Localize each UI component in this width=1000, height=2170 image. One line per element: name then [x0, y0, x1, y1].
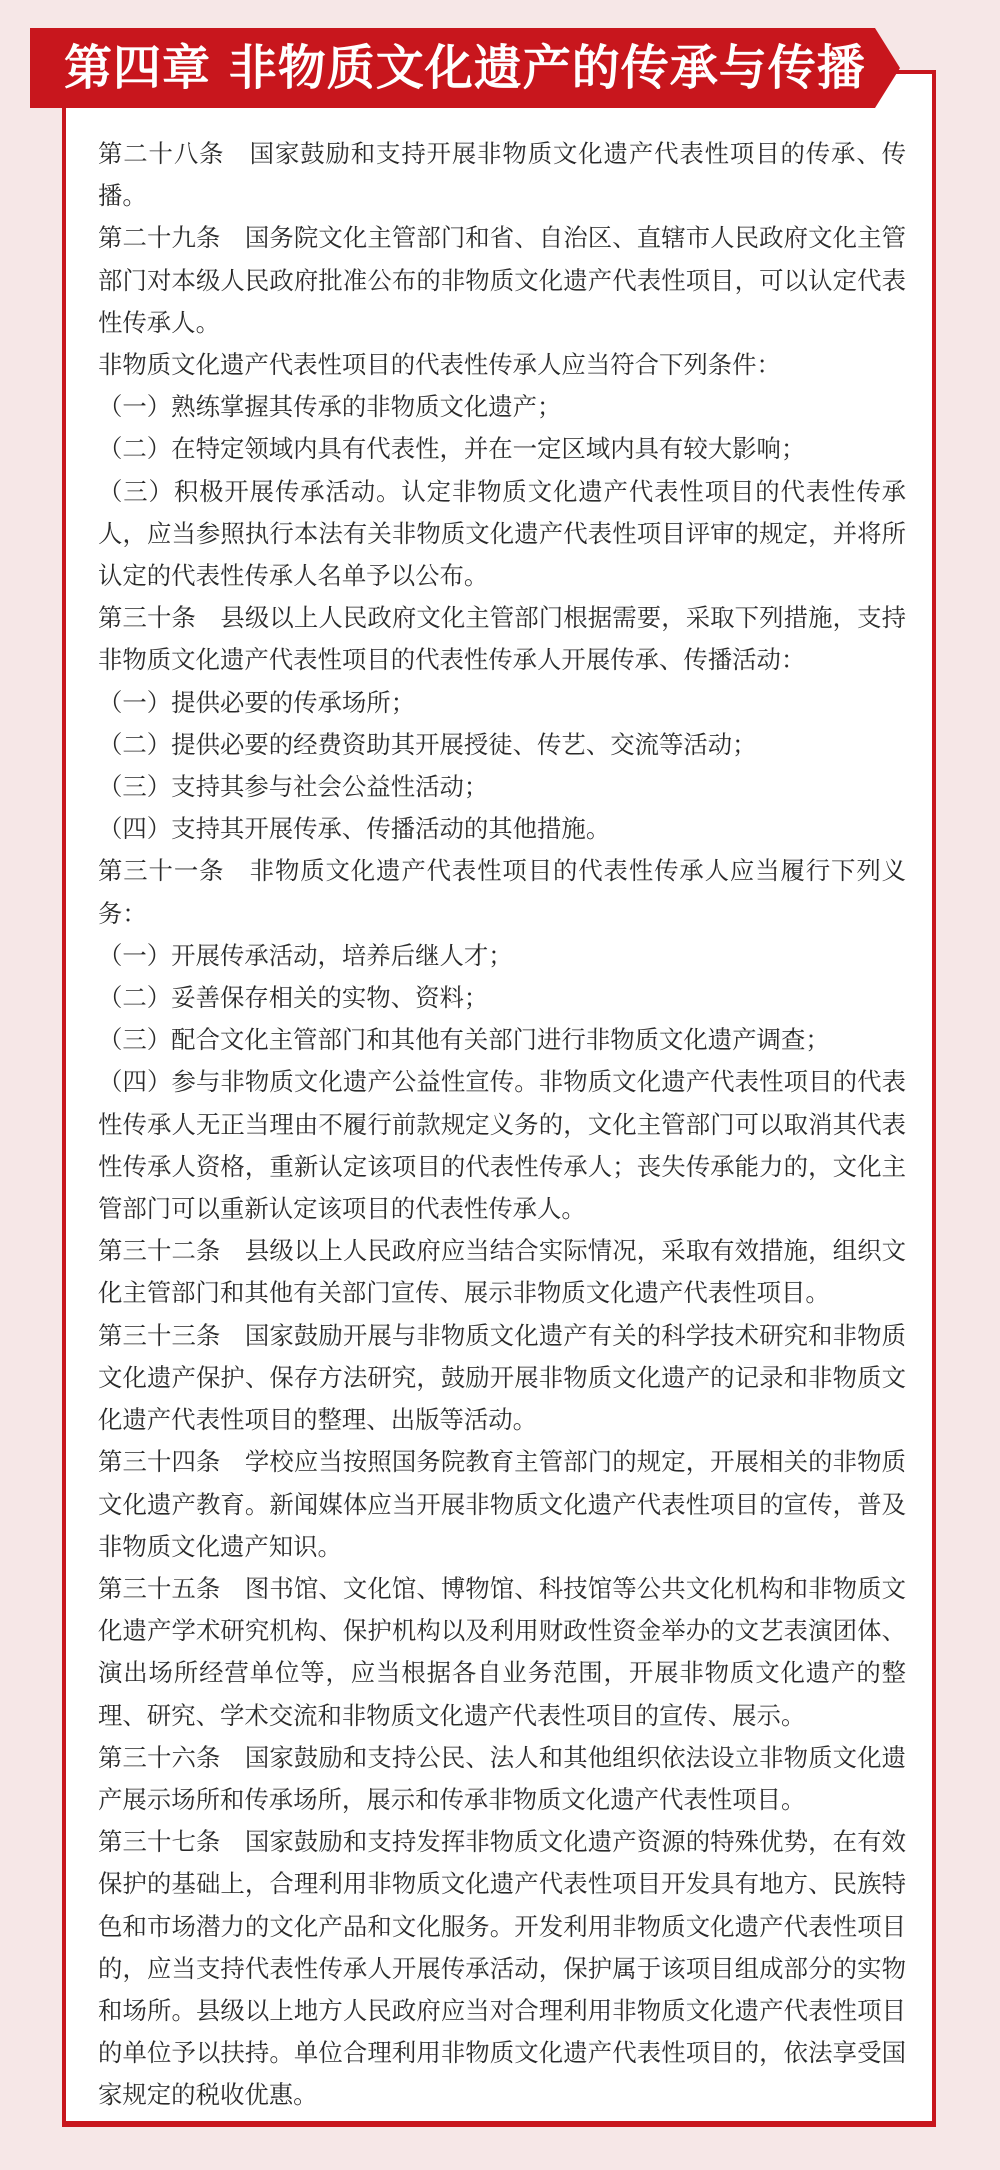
article-paragraph: 第二十九条 国务院文化主管部门和省、自治区、直辖市人民政府文化主管部门对本级人民政府批准公布的非物质文化遗产代表性项目，可以认定代表性传承人。	[98, 223, 906, 337]
article-paragraph: （三）积极开展传承活动。认定非物质文化遗产代表性项目的代表性传承人，应当参照执行本法有关非物质文化遗产代表性项目评审的规定，并将所认定的代表性传承人名单予以公布。	[98, 476, 906, 591]
article-paragraph: （二）在特定领域内具有代表性，并在一定区域内具有较大影响；	[98, 434, 806, 464]
article-paragraph: （二）妥善保存相关的实物、资料；	[98, 983, 489, 1013]
article-paragraph: （二）提供必要的经费资助其开展授徒、传艺、交流等活动；	[98, 729, 757, 759]
chapter-title: 第四章 非物质文化遗产的传承与传播	[64, 40, 866, 96]
article-paragraph: 第三十三条 国家鼓励开展与非物质文化遗产有关的科学技术研究和非物质文化遗产保护、保存方法研究，鼓励开展非物质文化遗产的记录和非物质文化遗产代表性项目的整理、出版等活动。	[98, 1320, 906, 1435]
article-paragraph: 第三十七条 国家鼓励和支持发挥非物质文化遗产资源的特殊优势，在有效保护的基础上，合理利用非物质文化遗产代表性项目开发具有地方、民族特色和市场潜力的文化产品和文化服务。开发利用非物质文化遗产代表性项目的，应当支持代表性传承人开展传承活动，保护属于该项目组成部分的实物和场所。县级以上地方人民政府应当对合理利用非物质文化遗产代表性项目的单位予以扶持。单位合理利用非物质文化遗产代表性项目的，依法享受国家规定的税收优惠。	[98, 1827, 906, 2110]
article-body	[98, 133, 906, 2117]
article-paragraph: （一）熟练掌握其传承的非物质文化遗产；	[98, 392, 562, 422]
article-paragraph: （三）支持其参与社会公益性活动；	[98, 772, 489, 802]
article-paragraph: 第二十八条 国家鼓励和支持开展非物质文化遗产代表性项目的传承、传播。	[98, 139, 906, 211]
chapter-header	[30, 28, 900, 108]
article-paragraph: 第三十一条 非物质文化遗产代表性项目的代表性传承人应当履行下列义务：	[98, 856, 906, 928]
article-paragraph: （四）支持其开展传承、传播活动的其他措施。	[98, 814, 611, 844]
article-paragraph: （三）配合文化主管部门和其他有关部门进行非物质文化遗产调查；	[98, 1025, 830, 1055]
article-paragraph: 第三十条 县级以上人民政府文化主管部门根据需要，采取下列措施，支持非物质文化遗产代表性项目的代表性传承人开展传承、传播活动：	[98, 603, 906, 675]
article-paragraph: 第三十四条 学校应当按照国务院教育主管部门的规定，开展相关的非物质文化遗产教育。新闻媒体应当开展非物质文化遗产代表性项目的宣传，普及非物质文化遗产知识。	[98, 1447, 906, 1561]
article-paragraph: 第三十六条 国家鼓励和支持公民、法人和其他组织依法设立非物质文化遗产展示场所和传承场所，展示和传承非物质文化遗产代表性项目。	[98, 1742, 906, 1814]
article-paragraph: （一）开展传承活动，培养后继人才；	[98, 940, 513, 970]
article-paragraph: 第三十二条 县级以上人民政府应当结合实际情况，采取有效措施，组织文化主管部门和其他有关部门宣传、展示非物质文化遗产代表性项目。	[98, 1236, 906, 1308]
article-paragraph: 非物质文化遗产代表性项目的代表性传承人应当符合下列条件：	[98, 350, 781, 380]
article-paragraph: （一）提供必要的传承场所；	[98, 687, 416, 717]
article-paragraph: （四）参与非物质文化遗产公益性宣传。非物质文化遗产代表性项目的代表性传承人无正当理由不履行前款规定义务的，文化主管部门可以取消其代表性传承人资格，重新认定该项目的代表性传承人；丧失传承能力的，文化主管部门可以重新认定该项目的代表性传承人。	[98, 1067, 906, 1224]
article-paragraph: 第三十五条 图书馆、文化馆、博物馆、科技馆等公共文化机构和非物质文化遗产学术研究机构、保护机构以及利用财政性资金举办的文艺表演团体、演出场所经营单位等，应当根据各自业务范围，开展非物质文化遗产的整理、研究、学术交流和非物质文化遗产代表性项目的宣传、展示。	[98, 1573, 906, 1730]
bottom-border	[62, 2121, 936, 2127]
